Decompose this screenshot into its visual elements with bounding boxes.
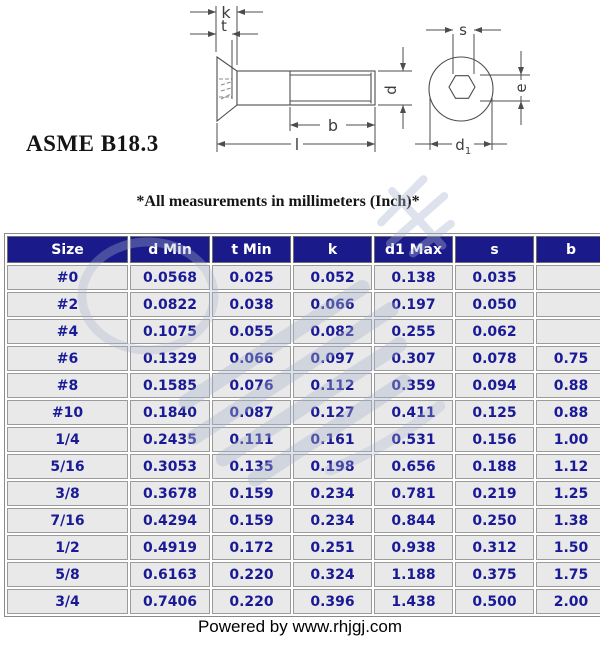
table-cell: 0.75 <box>536 346 600 371</box>
table-row <box>7 292 600 317</box>
dimension-label-t: t <box>221 17 227 35</box>
table-cell <box>536 319 600 344</box>
table-row <box>7 400 600 425</box>
table-cell: 0.6163 <box>130 562 210 587</box>
table-cell: 1.38 <box>536 508 600 533</box>
table-cell: 0.396 <box>293 589 372 614</box>
table-cell: 0.1075 <box>130 319 210 344</box>
table-cell: 1.188 <box>374 562 453 587</box>
table-cell: #8 <box>7 373 128 398</box>
dimension-label-e: e <box>512 83 530 93</box>
table-cell: 0.138 <box>374 265 453 290</box>
table-cell: 2.00 <box>536 589 600 614</box>
table-cell: 0.112 <box>293 373 372 398</box>
table-row <box>7 481 600 506</box>
table-row <box>7 373 600 398</box>
dimension-label-b: b <box>327 116 339 135</box>
dimension-label-k: k <box>221 3 231 22</box>
table-cell: 0.88 <box>536 373 600 398</box>
table-cell: 0.844 <box>374 508 453 533</box>
table-cell: 0.2435 <box>130 427 210 452</box>
table-cell: #0 <box>7 265 128 290</box>
table-cell: 0.062 <box>455 319 534 344</box>
table-cell: #10 <box>7 400 128 425</box>
table-cell: 0.052 <box>293 265 372 290</box>
table-cell: 0.234 <box>293 508 372 533</box>
table-cell: 0.251 <box>293 535 372 560</box>
table-cell: 0.312 <box>455 535 534 560</box>
table-cell: 0.250 <box>455 508 534 533</box>
table-body <box>7 265 600 614</box>
table-cell: 0.0568 <box>130 265 210 290</box>
table-cell: 0.172 <box>212 535 291 560</box>
table-cell: 1.50 <box>536 535 600 560</box>
table-cell: 0.4294 <box>130 508 210 533</box>
table-cell: 0.125 <box>455 400 534 425</box>
table-cell: 0.359 <box>374 373 453 398</box>
table-cell <box>536 265 600 290</box>
table-cell: 0.0822 <box>130 292 210 317</box>
table-cell: 0.220 <box>212 589 291 614</box>
dimension-label-l: l <box>294 135 300 154</box>
table-cell: 0.161 <box>293 427 372 452</box>
table-cell: 0.411 <box>374 400 453 425</box>
side-view <box>217 57 375 121</box>
table-cell: 0.219 <box>455 481 534 506</box>
table-cell: 0.156 <box>455 427 534 452</box>
table-cell: 3/4 <box>7 589 128 614</box>
column-header: b <box>536 236 600 263</box>
table-cell: 0.035 <box>455 265 534 290</box>
table-cell: 0.1840 <box>130 400 210 425</box>
table-cell: 7/16 <box>7 508 128 533</box>
table-row <box>7 508 600 533</box>
column-header: d Min <box>130 236 210 263</box>
table-cell: #6 <box>7 346 128 371</box>
table-cell: 1.00 <box>536 427 600 452</box>
table-cell: 1.438 <box>374 589 453 614</box>
table-cell: 0.111 <box>212 427 291 452</box>
table-row <box>7 562 600 587</box>
table-cell: 0.375 <box>455 562 534 587</box>
table-row <box>7 319 600 344</box>
table-cell: 0.050 <box>455 292 534 317</box>
table-cell: 0.097 <box>293 346 372 371</box>
table-cell: 0.531 <box>374 427 453 452</box>
table-cell: 1.12 <box>536 454 600 479</box>
table-cell: 0.076 <box>212 373 291 398</box>
table-cell: 0.066 <box>293 292 372 317</box>
standard-title: ASME B18.3 <box>26 131 159 156</box>
table-cell: 0.220 <box>212 562 291 587</box>
table-row <box>7 589 600 614</box>
dimension-label-s: s <box>459 21 467 39</box>
table-cell: 0.197 <box>374 292 453 317</box>
measurement-note: *All measurements in millimeters (Inch)* <box>136 193 420 210</box>
table-cell: 0.066 <box>212 346 291 371</box>
table-cell: 3/8 <box>7 481 128 506</box>
table-cell: 0.078 <box>455 346 534 371</box>
table-cell: 0.055 <box>212 319 291 344</box>
table-cell: 1.75 <box>536 562 600 587</box>
table-cell: 0.938 <box>374 535 453 560</box>
table-cell: 5/8 <box>7 562 128 587</box>
table-cell: 5/16 <box>7 454 128 479</box>
column-header: k <box>293 236 372 263</box>
table-cell: 0.135 <box>212 454 291 479</box>
table-cell: 0.159 <box>212 508 291 533</box>
table-cell: 0.025 <box>212 265 291 290</box>
dimension-label-d: d <box>382 85 400 95</box>
table-cell: #4 <box>7 319 128 344</box>
header-row <box>7 236 600 263</box>
table-cell: 0.88 <box>536 400 600 425</box>
column-header: s <box>455 236 534 263</box>
table-cell: 0.127 <box>293 400 372 425</box>
table-cell: 0.234 <box>293 481 372 506</box>
table-cell: 0.4919 <box>130 535 210 560</box>
table-row <box>7 535 600 560</box>
table-row <box>7 454 600 479</box>
table-cell: 0.307 <box>374 346 453 371</box>
table-cell: 0.656 <box>374 454 453 479</box>
table-row <box>7 346 600 371</box>
table-cell: 0.3053 <box>130 454 210 479</box>
table-row <box>7 265 600 290</box>
table-cell: 1.25 <box>536 481 600 506</box>
table-cell: 0.255 <box>374 319 453 344</box>
column-header: Size <box>7 236 128 263</box>
table-cell: 0.781 <box>374 481 453 506</box>
column-header: d1 Max <box>374 236 453 263</box>
table-cell: 0.324 <box>293 562 372 587</box>
table-cell: 0.094 <box>455 373 534 398</box>
table-cell: 0.188 <box>455 454 534 479</box>
end-view <box>429 57 493 121</box>
table-cell: #2 <box>7 292 128 317</box>
table-cell: 1/2 <box>7 535 128 560</box>
table-cell: 0.3678 <box>130 481 210 506</box>
table-cell: 0.198 <box>293 454 372 479</box>
column-header: t Min <box>212 236 291 263</box>
table-cell: 0.082 <box>293 319 372 344</box>
table-cell: 1/4 <box>7 427 128 452</box>
table-cell: 0.1585 <box>130 373 210 398</box>
dimension-label-d1-main: d <box>455 136 465 154</box>
spec-table <box>4 233 600 617</box>
footer-credit: Powered by www.rhjgj.com <box>197 617 403 636</box>
table-cell: 0.159 <box>212 481 291 506</box>
table-cell: 0.7406 <box>130 589 210 614</box>
table-cell: 0.500 <box>455 589 534 614</box>
dimension-label-d1-sub: 1 <box>464 146 472 157</box>
table-cell: 0.1329 <box>130 346 210 371</box>
table-cell: 0.038 <box>212 292 291 317</box>
table-cell <box>536 292 600 317</box>
table-row <box>7 427 600 452</box>
table-cell: 0.087 <box>212 400 291 425</box>
